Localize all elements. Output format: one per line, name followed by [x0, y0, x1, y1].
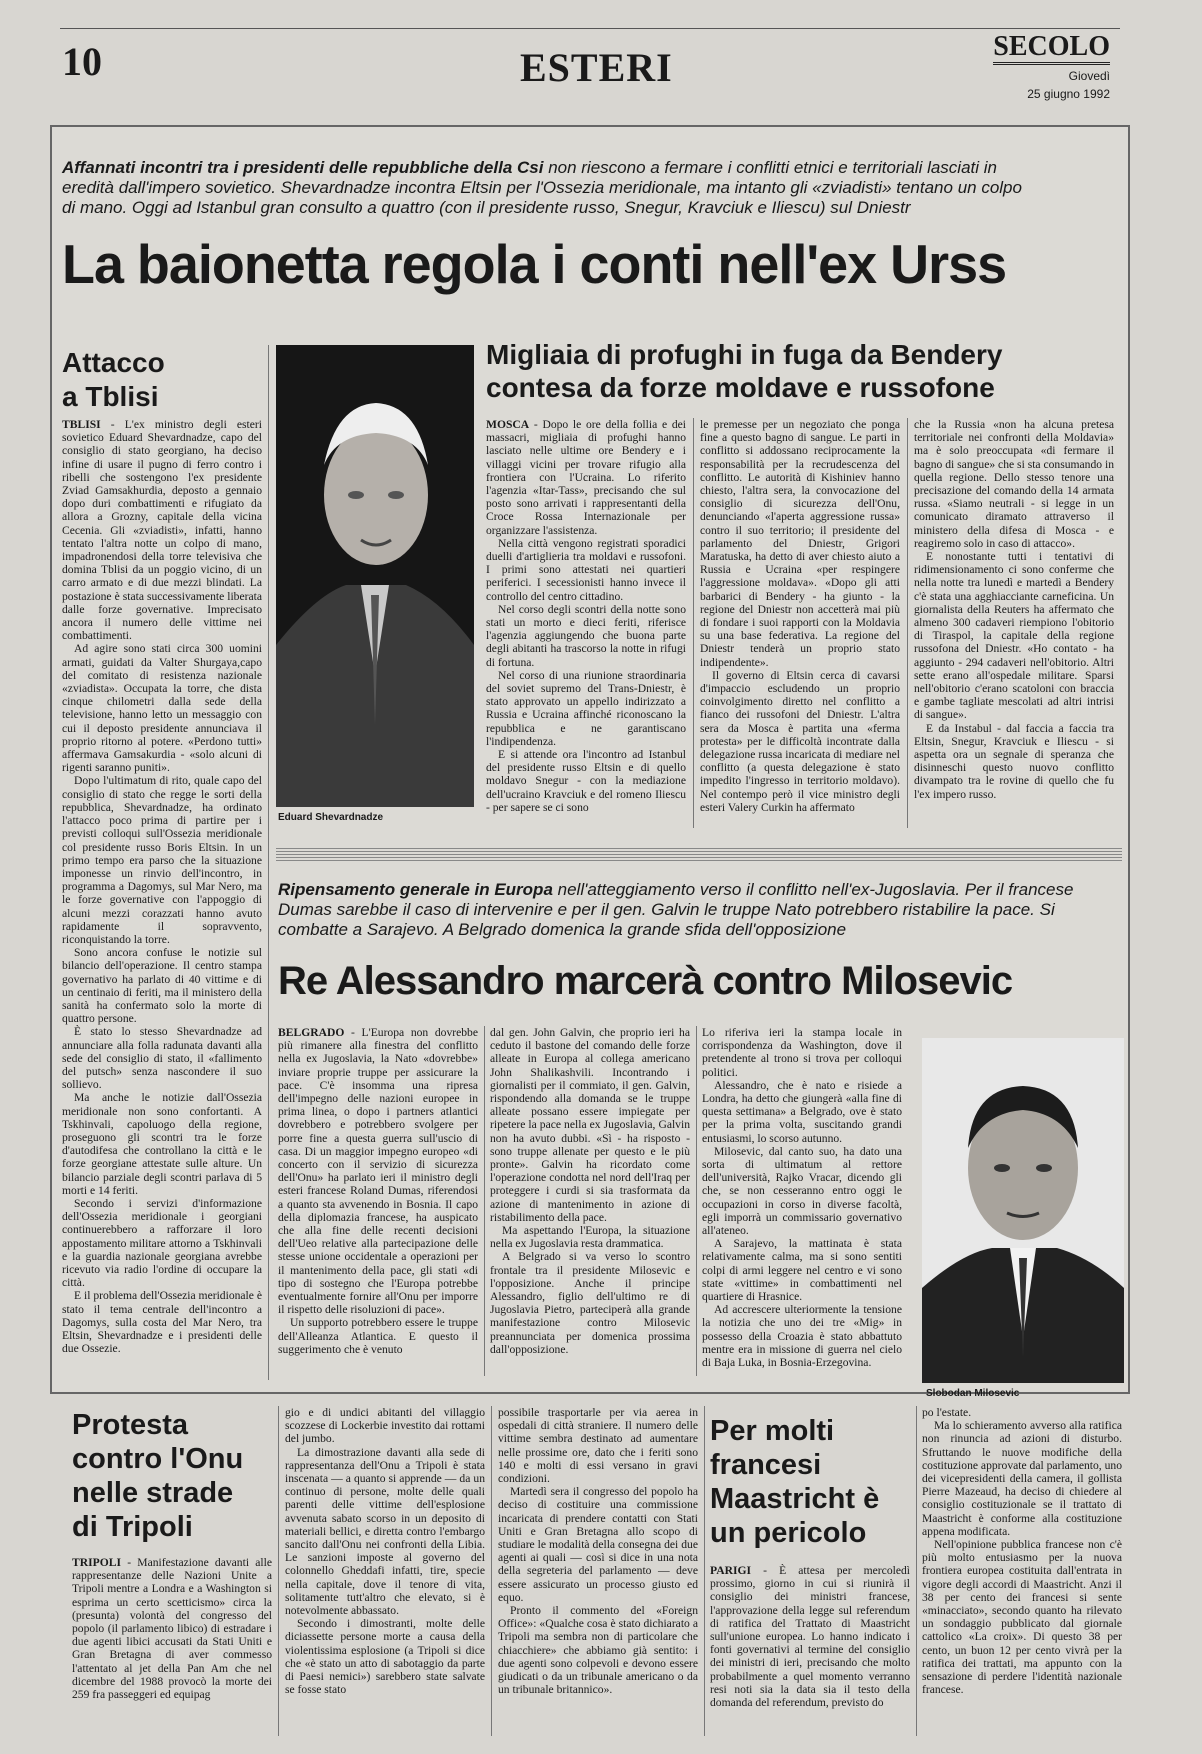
milosevic-photo [922, 1038, 1124, 1383]
story2-kicker [278, 880, 1078, 940]
belgrado-para: Milosevic, dal canto suo, ha dato una sorta di ultimatum al rettore dell'università, Rajko Vracar, dicendo gli che, se non cesseranno entro oggi le occupazioni in corso in diverse facoltà, egli imporrà un commissario governativo all'ateneo. [702, 1144, 902, 1238]
masthead-logo: SECOLO [993, 32, 1110, 65]
column-divider [704, 1406, 705, 1736]
tripoli-para: Secondo i dimostranti, molte delle diciassette persone morte a causa della violentissima esplosione (a Tripoli si dice che «è stato un atto di sabotaggio da parte di Paesi nemici») sarebbero state salvate se fosse stato [285, 1617, 485, 1697]
column-divider [491, 1406, 492, 1736]
column-divider [268, 345, 269, 1380]
maastricht-col1 [710, 1564, 910, 1736]
belgrado-para: Un supporto potrebbero essere le truppe dell'Alleanza Atlantica. E questo il suggerimento che è venuto [278, 1316, 478, 1356]
bendery-headline-line1: Migliaia di profughi in fuga da Bendery [486, 339, 1003, 370]
bendery-para: - Dopo le ore della follia e dei massacri, migliaia di profughi hanno lasciato nelle ultime ore Bendery e i villaggi vicini per trovare rifugio alla frontiera con l'Ucraina. Lo riferito l'agenzia «Itar-Tass», precisando che sul posto sono arrivati i rappresentanti della Croce Rossa Internazionale per organizzare l'assistenza. [486, 418, 686, 537]
page-number: 10 [62, 39, 102, 84]
bendery-para: E si attende ora l'incontro ad Istanbul del presidente russo Eltsin e di quello moldavo Snegur - con la mediazione dell'ucraino Kravciuk e del romeno Iliescu - per sapere se ci sono [486, 748, 686, 814]
belgrado-para: Lo riferiva ieri la stampa locale in corrispondenza da Washington, dove il pretendente al trono si trova per colloqui politici. [702, 1026, 902, 1079]
maastricht-title-line: Maastricht è [710, 1483, 880, 1515]
shevardnadze-photo [276, 345, 474, 807]
tripoli-title-line: di Tripoli [72, 1511, 193, 1543]
bendery-dateline: MOSCA [486, 418, 530, 431]
tripoli-para: gio e di undici abitanti del villaggio scozzese di Lockerbie investito dai rottami del jumbo. [285, 1406, 485, 1446]
maastricht-para: po l'estate. [922, 1406, 972, 1419]
bendery-para: E nonostante tutti i tentativi di ridimensionamento ci sono conferme che nella notte tra lunedì e martedì a Bendery c'è stata una agghiacciante carneficina. Un giornalista della Reuters ha affermato che almeno 300 cadaveri riempiono l'obitorio di Tiraspol, la capitale della regione russofona del Dniestr. «Ho contato - ha aggiunto - 294 cadaveri nell'obitorio. Altri sette erano all'ospedale militare. Sparsi nell'obitorio c'erano scatoloni con braccia e gambe tagliate mescolati ad altri intrisi di sangue». [914, 550, 1114, 722]
belgrado-para: Ad accrescere ulteriormente la tensione la notizia che uno dei tre «Mig» in possesso della Croazia è stato abbattuto mentre era in missione di guerra nel cielo di Baja Luka, in Bosnia-Erzegovina. [702, 1303, 902, 1370]
belgrado-para: Alessandro, che è nato e risiede a Londra, ha detto che giungerà «alla fine di questa settimana» a Belgrado, ove è stato per la prima volta, suscitando grandi entusiasmi, lo scorso autunno. [702, 1078, 902, 1145]
column-divider [907, 418, 908, 828]
bendery-headline [486, 338, 1086, 404]
maastricht-dateline: PARIGI [710, 1564, 752, 1577]
tripoli-dateline: TRIPOLI [72, 1556, 121, 1569]
issue-weekday: Giovedì [1068, 69, 1110, 83]
belgrado-dateline: BELGRADO [278, 1026, 345, 1039]
column-divider [693, 418, 694, 828]
column-divider [278, 1406, 279, 1736]
tblisi-title [62, 346, 165, 414]
bendery-para: Nel corso di una riunione straordinaria del soviet supremo del Trans-Dniestr, è stato approvato un appello indirizzato a Russia e Ucraina affinché riconoscano la repubblica e ne garantiscano l'indipendenza. [486, 668, 686, 748]
issue-date: 25 giugno 1992 [1027, 87, 1110, 101]
top-rule [60, 28, 1120, 29]
tblisi-dateline: TBLISI [62, 418, 101, 431]
column-divider [696, 1026, 697, 1376]
maastricht-title-line: un pericolo [710, 1517, 867, 1549]
bendery-para: che la Russia «non ha alcuna pretesa territoriale nei confronti della Moldavia» ma è solo preoccupata «di fermare il bagno di sangue» che si sta consumando in quella regione. Dello stesso tenore una precisazione del comando della 14 armata russa. «Siamo neutrali - si legge in un comunicato diramato attraverso il ministero della difesa di Mosca - e reagiremo solo in caso di attacco». [914, 418, 1114, 550]
story1-kicker-bold: Affannati incontri tra i presidenti delle repubbliche della Csi [62, 158, 544, 177]
bendery-headline-line2: contesa da forze moldave e russofone [486, 372, 995, 403]
section-separator [276, 848, 1122, 862]
belgrado-para: dal gen. John Galvin, che proprio ieri ha ceduto il bastone del comando delle forze alleate in Europa al collega americano John Shalikashvili. Incontrando i giornalisti per il commiato, il gen. Galvin, rispondendo alla domanda se le truppe alleate possano essere impiegate per ripetere la pace nella ex Jugoslavia, Galvin non ha avuto dubbi. «Sì - ha risposto - sono truppe allenate per questo e le più pronte». Galvin ha ricordato come l'operazione condotta nel nord dell'Iraq per proteggere i curdi si sia trasformata da azione di mantenimento in azione di ristabilimento della pace. [490, 1026, 690, 1224]
tblisi-para: È stato lo stesso Shevardnadze ad annunciare alla folla radunata davanti alla sede del consiglio di stato, il «fallimento del putsch» senza nascondere il suo sollievo. [62, 1025, 262, 1092]
tripoli-para: Pronto il commento del «Foreign Office»: «Qualche cosa è stato dichiarato a Tripoli ma sembra non di particolare che chiacchiere» che abbiamo già sentito: i due agenti sono colpevoli e devono essere giudicati o da un tribunale americano o da un tribunale britannico». [498, 1604, 698, 1697]
story1-kicker [62, 158, 1022, 218]
story1-headline: La baionetta regola i conti nell'ex Urss [62, 233, 1007, 295]
bendery-para: Il governo di Eltsin cerca di cavarsi d'impaccio escludendo un proprio coinvolgimento diretto nel conflitto a fianco dei russofoni del Dniestr. L'altra sera da Mosca è partita una «ferma protesta» per le difficoltà incontrate dalla delegazione russa incaricata di mediare nel conflitto (a questa delegazione è stato impedito l'ingresso in territorio moldavo). Nel contempo però il vice ministro degli esteri Valery Curkin ha affermato [700, 668, 900, 814]
belgrado-para: A Belgrado si va verso lo scontro frontale tra il presidente Milosevic e l'opposizione. Anche il principe Alessandro, figlio dell'ultimo re di Jugoslavia Pietro, parteciperà alla grande manifestazione contro Milosevic preannunciata per domenica prossima dall'opposizione. [490, 1250, 690, 1356]
milosevic-caption: Slobodan Milosevic [926, 1388, 1020, 1399]
tblisi-para: Ad agire sono stati circa 300 uomini armati, guidati da Valter Shurgaya,capo del comitato di resistenza nazionale «zviadista». Occupata la torre, che dista cinque chilometri dalla sede della televisione, hanno letto un messaggio con cui il deposto presidente annunciava il proprio ritorno al potere. «Perdono tutti» affermava Gamsakurdia - «solo alcuni di rigenti saranno puniti». [62, 642, 262, 775]
section-title: ESTERI [520, 45, 673, 90]
portrait-illustration [276, 345, 474, 807]
shevardnadze-caption: Eduard Shevardnadze [278, 812, 384, 823]
belgrado-para: - L'Europa non dovrebbe più rimanere alla finestra del conflitto nella ex Jugoslavia, la Nato «dovrebbe» inviare proprie truppe per assicurare la pace. C'è insomma una ripresa dell'impegno delle nazioni europee in prima linea, o dopo i partners atlantici dovrebbero e potrebbero svolgere per porre fine a questa guerra sull'uscio di casa. Di un maggior impegno europeo «di concerto con il servizio di sicurezza dell'Onu» ha parlato ieri il ministro degli esteri francese Roland Dumas, riferendosi a quanto sta avvenendo in Bosnia. Il capo della diplomazia francese, ha auspicato che alla fine delle recenti decisioni dell'Ueo relative alla partecipazione delle stesse unione occidentale a operazioni per il mantenimento della pace, gli stati «di tipo di sostegno che l'Europa potrebbe eventualmente fornire all'Onu per imporre il rispetto delle risoluzioni di pace». [278, 1026, 478, 1317]
story2-headline: Re Alessandro marcerà contro Milosevic [278, 959, 1013, 1003]
tripoli-title-line: Protesta [72, 1409, 189, 1441]
maastricht-para: - È attesa per mercoledì prossimo, giorno in cui si riunirà il consiglio dei ministri francese, l'approvazione della legge sul referendum di ratifica del Trattato di Maastricht sull'unione europea. Lo hanno indicato i fonti governativi al termine del consiglio dei ministri di ieri, precisando che molto probabilmente a quel momento verranno resi noti sia la data sia il testo della domanda del referendum, previsto do [710, 1564, 910, 1710]
belgrado-col3 [702, 1026, 902, 1376]
tripoli-para: La dimostrazione davanti alla sede di rappresentanza dell'Onu a Tripoli è stata inscenata — a quanto si apprende — da un continuo di persone, molte delle quali parenti delle vittime dell'esplosione avvenuta sabato scorso in un deposito di materiali bellici, e diretta contro l'embargo sancito dall'Onu nei confronti della Libia. Le sanzioni imposte al governo del colonnello Gheddafi infatti, tire, specie nella capitale, dove il tenore di vita, solitamente tutt'altro che elevato, si è notevolmente abbassato. [285, 1445, 485, 1618]
bendery-col2 [700, 418, 900, 828]
tblisi-title-line1: Attacco [62, 347, 165, 378]
bendery-para: Nel corso degli scontri della notte sono stati un morto e dieci feriti, riferisce l'agenzia aggiungendo che buona parte degli abitanti ha trascorso la notte in rifugi di fortuna. [486, 602, 686, 669]
tripoli-para: Martedì sera il congresso del popolo ha deciso di costituire una commissione incaricata di prendere contatti con Stati Uniti e Gran Bretagna allo scopo di studiare le modalità della consegna dei due agenti ai quali — così si dice in una nota della segreteria del parlamento — deve essere assicurato un processo giusto ed equo. [498, 1485, 698, 1604]
story1-kicker-rest: non riescono a fermare i conflitti etnici e territoriali lasciati in eredità dall'impero sovietico. Shevardnadze incontra Eltsin per l'Ossezia meridionale, ma intanto gli «zviadisti» tentano un colpo di mano. Oggi ad Istanbul gran consulto a quattro (con il presidente russo, Snegur, Kravciuk e Iliescu) sul Dniestr [62, 158, 1022, 217]
masthead [993, 32, 1110, 101]
maastricht-title [710, 1414, 910, 1550]
column-divider [484, 1026, 485, 1376]
tblisi-title-line2: a Tblisi [62, 381, 159, 412]
maastricht-title-line: francesi [710, 1449, 822, 1481]
portrait-illustration [922, 1038, 1124, 1383]
tblisi-para: Ma anche le notizie dall'Ossezia meridionale non sono confortanti. A Tskhinvali, capoluogo della regione, proseguono gli scontri tra le forze d'autodifesa che controllano la città e le forze georgiane attestate sulle alture. Un bilancio parziale degli scontri parlava di 5 morti e 14 feriti. [62, 1091, 262, 1197]
tblisi-para: Dopo l'ultimatum di rito, quale capo del consiglio di stato che regge le sorti della repubblica, Shevardnadze, ha ordinato l'attacco poco prima di partire per i previsti colloqui sull'Ossezia meridionale col presidente russo Boris Eltsin. In un primo tempo era parso che la situazione imponesse un rinvio dell'incontro, in programma a Dagomys, sul Mar Nero, ma le forze governative con l'appoggio di alcuni mezzi corazzati hanno avuto rapidamente il sopravvento, riconquistando la torre. [62, 774, 262, 946]
belgrado-col2 [490, 1026, 690, 1376]
tripoli-title-line: contro l'Onu [72, 1443, 244, 1475]
tblisi-para: E il problema dell'Ossezia meridionale è stato il tema centrale dell'incontro a Dagomys, sulla costa del Mar Nero, tra Eltsin, Shevardnadze e i presidenti delle due Ossezie. [62, 1289, 262, 1356]
tripoli-title [72, 1408, 282, 1544]
tripoli-title-line: nelle strade [72, 1477, 234, 1509]
bendery-para: E da Instabul - dal faccia a faccia tra Eltsin, Snegur, Kravciuk e Iliescu - si aspetta ora un segnale di speranza che disinneschi questo nuovo conflitto divampato tra le rovine di quello che fu l'ex impero russo. [914, 721, 1114, 801]
tripoli-col2 [285, 1406, 485, 1736]
belgrado-col1 [278, 1026, 478, 1376]
tripoli-col1 [72, 1556, 272, 1736]
bendery-col1 [486, 418, 686, 828]
belgrado-para: Ma aspettando l'Europa, la situazione nella ex Jugoslavia resta drammatica. [490, 1224, 690, 1251]
column-divider [916, 1406, 917, 1736]
tripoli-col3 [498, 1406, 698, 1736]
maastricht-title-line: Per molti [710, 1415, 835, 1447]
maastricht-para: Ma lo schieramento avverso alla ratifica non rinuncia ad azioni di disturbo. Sfruttando le nuove modifiche della costituzione approvate dal parlamento, uno dei vicepresidenti della camera, il gollista Pierre Mazeaud, ha deciso di chiedere al consiglio costituzionale se il trattato di Maastricht è conforme alla costituzione appena modificata. [922, 1419, 1122, 1538]
tripoli-para: possibile trasportarle per via aerea in ospedali di città straniere. Il numero delle vittime sembra destinato ad aumentare nelle prossime ore, dato che i feriti sono 140 e molti di essi versano in gravi condizioni. [498, 1406, 698, 1486]
tblisi-para: Secondo i servizi d'informazione dell'Ossezia meridionale i georgiani continuerebbero a rafforzare il loro appostamento militare attorno a Tskhinvali e la guardia nazionale georgiana avrebbe ricevuto via radio l'ordine di occupare la città. [62, 1196, 262, 1290]
tblisi-para: Sono ancora confuse le notizie sul bilancio dell'operazione. Il centro stampa governativo ha parlato di 40 vittime e di un centinaio di feriti, ma il ministero della sanità ha confermato solo la morte di quattro persone. [62, 946, 262, 1026]
story2-kicker-rest: nell'atteggiamento verso il conflitto nell'ex-Jugoslavia. Per il francese Dumas sarebbe il caso di intervenire e per il gen. Galvin le truppe Nato potrebbero ristabilire la pace. Si combatte a Sarajevo. A Belgrado domenica la grande sfida dell'opposizione [278, 880, 1074, 939]
story2-kicker-bold: Ripensamento generale in Europa [278, 880, 553, 899]
tblisi-para: - L'ex ministro degli esteri sovietico Eduard Shevardnadze, capo del consiglio di stato georgiano, ha deciso infine di usare il pugno di ferro contro i ribelli che sostengono l'ex presidente Zviad Gamsakhurdia, deposto a gennaio dopo duri combattimenti e rifugiato da allora a Grozny, capitale della vicina Cecenia. Gli «zviadisti», infatti, hanno tentato l'altra notte un colpo di mano, impadronendosi della torre televisiva che domina Tblisi da un poggio vicino, di un carro armato e di due mezzi blindati. La postazione è stata successivamente liberata dalle forze governative. Imprecisato ancora il numero delle vittime nei combattimenti. [62, 418, 262, 643]
bendery-para: Nella città vengono registrati sporadici duelli d'artiglieria tra moldavi e russofoni. I primi sono attestati nei quartieri periferici. I secessionisti hanno invece il controllo del centro cittadino. [486, 536, 686, 603]
maastricht-col2 [922, 1406, 1122, 1736]
belgrado-para: A Sarajevo, la mattinata è stata relativamente calma, ma si sono sentiti colpi di armi leggere nel centro e vi sono state «vittime» in combattimenti nel quartiere di Hrasnice. [702, 1237, 902, 1304]
maastricht-para: Nell'opinione pubblica francese non c'è più molto entusiasmo per la nuova frontiera europea costituita dall'entrata in vigore degli accordi di Maastricht. Anzi il 38 per cento dei francesi si sente «minacciato», secondo quanto ha rilevato un sondaggio pubblicato dal giornale cattolico «La croix». Di questo 38 per cento, un buon 12 per cento vivrà per la ratifica dei trattati, ma appunto con la sensazione di perdere l'identità nazionale francese. [922, 1538, 1122, 1697]
tblisi-article [62, 418, 262, 1380]
bendery-col3 [914, 418, 1114, 828]
tripoli-para: - Manifestazione davanti alle rappresentanze delle Nazioni Unite a Tripoli mentre a Londra e a Washington si esprima un certo scetticismo» circa la (presunta) volontà del congresso del popolo (il parlamento libico) di estradare i due agenti libici accusati da Stati Uniti e Gran Bretagna di aver commesso l'attentato al jet della Pan Am che nel dicembre del 1988 provocò la morte dei 259 fra passeggeri ed equipag [72, 1556, 272, 1702]
bendery-para: le premesse per un negoziato che ponga fine a questo bagno di sangue. Le parti in conflitto si addossano reciprocamente la responsabilità per la recrudescenza del conflitto. Le autorità di Kishiniev hanno chiesto, l'altra sera, la convocazione del consiglio di sicurezza dell'Onu, denunciando «l'aperta aggressione russa» contro il suo territorio; il presidente del parlamento del Dniestr, Grigori Maratuska, ha detto di aver chiesto aiuto a Russia e Ucraina «per respingere l'aggressione moldava». «Dopo gli atti barbarici di Bendery - ha giunto - la regione del Dniestr non accetterà mai più di fondare i suoi rapporti con la Moldavia su una base federativa. La regione del Dniestr tenderà un proprio stato indipendente». [700, 418, 900, 669]
